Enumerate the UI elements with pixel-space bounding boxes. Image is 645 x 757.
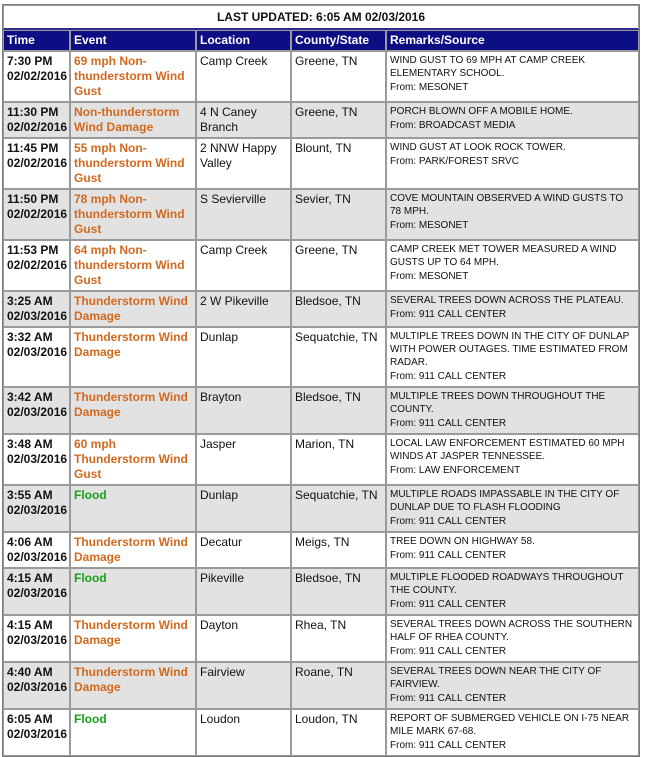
- report-time: 3:25 AM: [7, 294, 53, 308]
- county-cell: Loudon, TN: [291, 709, 386, 756]
- event-cell: [70, 189, 196, 240]
- location-cell: Dunlap: [196, 327, 291, 387]
- remarks-cell: [386, 485, 639, 532]
- event-type: Thunderstorm Wind Damage: [74, 665, 188, 694]
- remarks-source: From: 911 CALL CENTER: [390, 693, 507, 704]
- report-time: 3:42 AM: [7, 390, 53, 404]
- remarks-cell: [386, 615, 639, 662]
- remarks-source: From: 911 CALL CENTER: [390, 418, 507, 429]
- time-cell: [3, 291, 70, 327]
- event-type: 60 mph Thunderstorm Wind Gust: [74, 437, 188, 481]
- location-cell: Fairview: [196, 662, 291, 709]
- time-cell: [3, 709, 70, 756]
- event-cell: [70, 387, 196, 434]
- remarks-cell: [386, 532, 639, 568]
- event-cell: [70, 615, 196, 662]
- table-row: [3, 485, 639, 532]
- report-date: 02/03/2016: [7, 345, 68, 359]
- remarks-text: LOCAL LAW ENFORCEMENT ESTIMATED 60 MPH WINDS AT JASPER TENNESSEE.: [390, 438, 625, 462]
- column-header-location: Location: [196, 30, 291, 51]
- location-cell: 4 N Caney Branch: [196, 102, 291, 138]
- county-cell: Bledsoe, TN: [291, 387, 386, 434]
- table-row: [3, 568, 639, 615]
- report-date: 02/03/2016: [7, 680, 68, 694]
- remarks-cell: [386, 568, 639, 615]
- location-cell: Dayton: [196, 615, 291, 662]
- report-date: 02/03/2016: [7, 452, 68, 466]
- event-cell: [70, 102, 196, 138]
- last-updated: LAST UPDATED: 6:05 AM 02/03/2016: [3, 5, 639, 30]
- table-row: [3, 291, 639, 327]
- report-date: 02/02/2016: [7, 120, 68, 134]
- event-type: 69 mph Non-thunderstorm Wind Gust: [74, 54, 185, 98]
- time-cell: [3, 138, 70, 189]
- remarks-source: From: 911 CALL CENTER: [390, 371, 507, 382]
- event-type: Thunderstorm Wind Damage: [74, 618, 188, 647]
- remarks-cell: [386, 51, 639, 102]
- remarks-cell: [386, 189, 639, 240]
- county-cell: Greene, TN: [291, 102, 386, 138]
- table-row: [3, 327, 639, 387]
- table-body: [3, 51, 639, 756]
- table-header-row: [3, 30, 639, 51]
- report-date: 02/03/2016: [7, 727, 68, 741]
- report-time: 4:15 AM: [7, 571, 53, 585]
- location-cell: Decatur: [196, 532, 291, 568]
- event-cell: [70, 709, 196, 756]
- county-cell: Sequatchie, TN: [291, 485, 386, 532]
- event-type: 78 mph Non-thunderstorm Wind Gust: [74, 192, 185, 236]
- time-cell: [3, 387, 70, 434]
- event-cell: [70, 240, 196, 291]
- location-cell: Dunlap: [196, 485, 291, 532]
- table-row: [3, 51, 639, 102]
- location-cell: Pikeville: [196, 568, 291, 615]
- remarks-text: SEVERAL TREES DOWN ACROSS THE PLATEAU.: [390, 295, 624, 306]
- remarks-source: From: 911 CALL CENTER: [390, 550, 507, 561]
- remarks-text: REPORT OF SUBMERGED VEHICLE ON I-75 NEAR MILE MARK 67-68.: [390, 713, 630, 737]
- time-cell: [3, 434, 70, 485]
- remarks-source: From: 911 CALL CENTER: [390, 740, 507, 751]
- time-cell: [3, 51, 70, 102]
- report-time: 6:05 AM: [7, 712, 53, 726]
- location-cell: Camp Creek: [196, 240, 291, 291]
- time-cell: [3, 189, 70, 240]
- report-date: 02/03/2016: [7, 586, 68, 600]
- remarks-text: CAMP CREEK MET TOWER MEASURED A WIND GUSTS UP TO 64 MPH.: [390, 244, 617, 268]
- remarks-cell: [386, 434, 639, 485]
- report-time: 11:50 PM: [7, 192, 59, 206]
- remarks-source: From: 911 CALL CENTER: [390, 309, 507, 320]
- column-header-event: Event: [70, 30, 196, 51]
- county-cell: Bledsoe, TN: [291, 291, 386, 327]
- location-cell: S Sevierville: [196, 189, 291, 240]
- event-cell: [70, 138, 196, 189]
- remarks-cell: [386, 387, 639, 434]
- table-row: [3, 532, 639, 568]
- report-time: 7:30 PM: [7, 54, 53, 68]
- event-type: Thunderstorm Wind Damage: [74, 330, 188, 359]
- location-cell: Jasper: [196, 434, 291, 485]
- location-cell: Loudon: [196, 709, 291, 756]
- event-type: Thunderstorm Wind Damage: [74, 390, 188, 419]
- report-time: 11:30 PM: [7, 105, 59, 119]
- remarks-text: SEVERAL TREES DOWN ACROSS THE SOUTHERN HALF OF RHEA COUNTY.: [390, 619, 633, 643]
- county-cell: Meigs, TN: [291, 532, 386, 568]
- time-cell: [3, 662, 70, 709]
- time-cell: [3, 485, 70, 532]
- report-date: 02/03/2016: [7, 309, 68, 323]
- county-cell: Bledsoe, TN: [291, 568, 386, 615]
- event-cell: [70, 532, 196, 568]
- table-row: [3, 387, 639, 434]
- table-row: [3, 102, 639, 138]
- table-row: [3, 138, 639, 189]
- remarks-source: From: 911 CALL CENTER: [390, 516, 507, 527]
- report-time: 4:06 AM: [7, 535, 53, 549]
- report-date: 02/03/2016: [7, 550, 68, 564]
- location-cell: 2 W Pikeville: [196, 291, 291, 327]
- remarks-cell: [386, 291, 639, 327]
- county-cell: Sequatchie, TN: [291, 327, 386, 387]
- report-date: 02/03/2016: [7, 633, 68, 647]
- county-cell: Marion, TN: [291, 434, 386, 485]
- remarks-source: From: 911 CALL CENTER: [390, 646, 507, 657]
- event-cell: [70, 434, 196, 485]
- event-cell: [70, 291, 196, 327]
- remarks-source: From: PARK/FOREST SRVC: [390, 156, 519, 167]
- table-row: [3, 434, 639, 485]
- county-cell: Roane, TN: [291, 662, 386, 709]
- event-cell: [70, 485, 196, 532]
- report-time: 11:53 PM: [7, 243, 59, 257]
- time-cell: [3, 102, 70, 138]
- report-time: 3:48 AM: [7, 437, 53, 451]
- table-row: [3, 240, 639, 291]
- column-header-time: Time: [3, 30, 70, 51]
- event-type: Thunderstorm Wind Damage: [74, 294, 188, 323]
- event-type: Flood: [74, 712, 107, 726]
- report-time: 4:40 AM: [7, 665, 53, 679]
- time-cell: [3, 327, 70, 387]
- report-date: 02/03/2016: [7, 405, 68, 419]
- event-type: 64 mph Non-thunderstorm Wind Gust: [74, 243, 185, 287]
- report-time: 3:32 AM: [7, 330, 53, 344]
- remarks-source: From: LAW ENFORCEMENT: [390, 465, 521, 476]
- report-date: 02/02/2016: [7, 69, 68, 83]
- remarks-text: WIND GUST AT LOOK ROCK TOWER.: [390, 142, 566, 153]
- time-cell: [3, 615, 70, 662]
- column-header-county: County/State: [291, 30, 386, 51]
- remarks-cell: [386, 662, 639, 709]
- storm-reports-panel: [2, 4, 638, 757]
- remarks-text: COVE MOUNTAIN OBSERVED A WIND GUSTS TO 78 MPH.: [390, 193, 624, 217]
- event-cell: [70, 51, 196, 102]
- table-row: [3, 189, 639, 240]
- remarks-text: SEVERAL TREES DOWN NEAR THE CITY OF FAIRVIEW.: [390, 666, 602, 690]
- event-type: Flood: [74, 488, 107, 502]
- county-cell: Greene, TN: [291, 240, 386, 291]
- remarks-text: MULTIPLE TREES DOWN THROUGHOUT THE COUNTY.: [390, 391, 606, 415]
- location-cell: Brayton: [196, 387, 291, 434]
- column-header-remarks: Remarks/Source: [386, 30, 639, 51]
- county-cell: Blount, TN: [291, 138, 386, 189]
- county-cell: Sevier, TN: [291, 189, 386, 240]
- remarks-cell: [386, 102, 639, 138]
- event-cell: [70, 662, 196, 709]
- storm-reports-table: [2, 4, 640, 757]
- time-cell: [3, 240, 70, 291]
- time-cell: [3, 568, 70, 615]
- remarks-text: WIND GUST TO 69 MPH AT CAMP CREEK ELEMENTARY SCHOOL.: [390, 55, 586, 79]
- remarks-source: From: BROADCAST MEDIA: [390, 120, 516, 131]
- event-type: 55 mph Non-thunderstorm Wind Gust: [74, 141, 185, 185]
- remarks-cell: [386, 138, 639, 189]
- event-type: Flood: [74, 571, 107, 585]
- location-cell: 2 NNW Happy Valley: [196, 138, 291, 189]
- report-date: 02/02/2016: [7, 156, 68, 170]
- report-date: 02/02/2016: [7, 207, 68, 221]
- remarks-text: MULTIPLE ROADS IMPASSABLE IN THE CITY OF DUNLAP DUE TO FLASH FLOODING: [390, 489, 620, 513]
- event-type: Thunderstorm Wind Damage: [74, 535, 188, 564]
- remarks-source: From: 911 CALL CENTER: [390, 599, 507, 610]
- table-row: [3, 615, 639, 662]
- event-type: Non-thunderstorm Wind Damage: [74, 105, 180, 134]
- remarks-source: From: MESONET: [390, 82, 469, 93]
- remarks-cell: [386, 327, 639, 387]
- report-date: 02/03/2016: [7, 503, 68, 517]
- table-row: [3, 709, 639, 756]
- report-date: 02/02/2016: [7, 258, 68, 272]
- table-row: [3, 662, 639, 709]
- remarks-cell: [386, 240, 639, 291]
- remarks-source: From: MESONET: [390, 271, 469, 282]
- report-time: 4:15 AM: [7, 618, 53, 632]
- event-cell: [70, 327, 196, 387]
- report-time: 3:55 AM: [7, 488, 53, 502]
- event-cell: [70, 568, 196, 615]
- remarks-source: From: MESONET: [390, 220, 469, 231]
- time-cell: [3, 532, 70, 568]
- report-time: 11:45 PM: [7, 141, 59, 155]
- location-cell: Camp Creek: [196, 51, 291, 102]
- county-cell: Greene, TN: [291, 51, 386, 102]
- remarks-text: TREE DOWN ON HIGHWAY 58.: [390, 536, 535, 547]
- remarks-text: MULTIPLE TREES DOWN IN THE CITY OF DUNLAP WITH POWER OUTAGES. TIME ESTIMATED FROM RADAR.: [390, 331, 630, 368]
- remarks-text: MULTIPLE FLOODED ROADWAYS THROUGHOUT THE COUNTY.: [390, 572, 624, 596]
- remarks-cell: [386, 709, 639, 756]
- county-cell: Rhea, TN: [291, 615, 386, 662]
- remarks-text: PORCH BLOWN OFF A MOBILE HOME.: [390, 106, 573, 117]
